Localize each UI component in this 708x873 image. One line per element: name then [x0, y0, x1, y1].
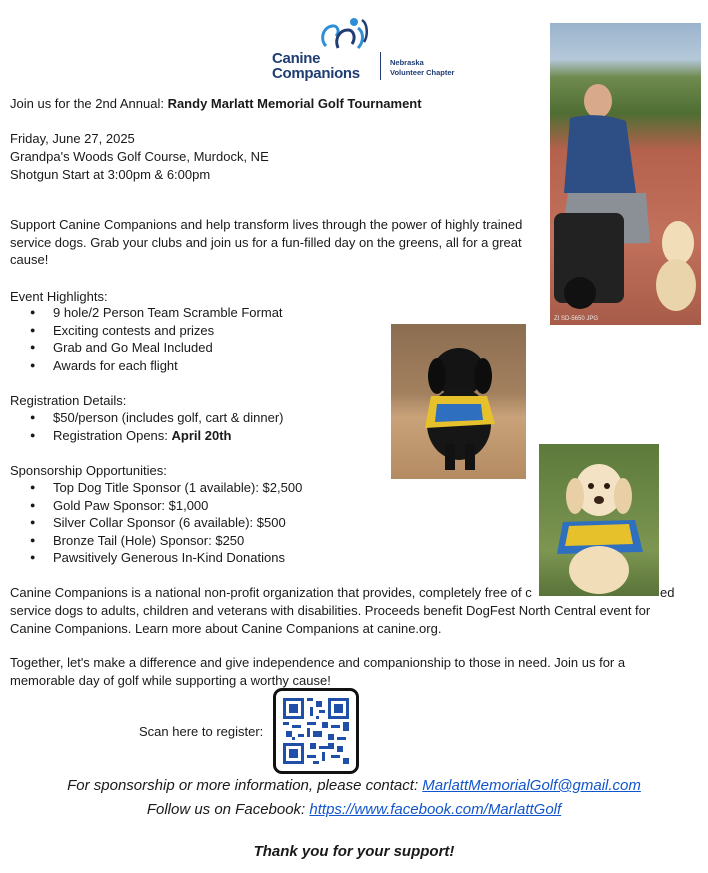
list-item: ● 9 hole/2 Person Team Scramble Format	[0, 304, 283, 322]
list-item: ● Top Dog Title Sponsor (1 available): $2,500	[0, 479, 302, 497]
photo-yellow-lab-puppy	[539, 444, 659, 596]
list-item: ● Gold Paw Sponsor: $1,000	[0, 497, 302, 515]
list-item: ● Silver Collar Sponsor (6 available): $500	[0, 514, 302, 532]
contact-prefix: For sponsorship or more information, please contact:	[67, 777, 423, 794]
register-label: Scan here to register:	[139, 724, 264, 739]
list-item: ● Grab and Go Meal Included	[0, 339, 283, 357]
registration-opens-label: Registration Opens:	[53, 427, 172, 443]
intro-line	[10, 95, 422, 112]
photo-caption: ZI SD-5650 JPG	[554, 316, 599, 322]
facebook-prefix: Follow us on Facebook:	[146, 801, 310, 818]
facebook-follow	[0, 801, 708, 819]
canine-companions-logo	[268, 16, 478, 82]
facebook-link[interactable]: https://www.facebook.com/MarlattGolf	[309, 801, 562, 818]
event-location: Grandpa's Woods Golf Course, Murdock, NE	[10, 149, 269, 164]
qr-code-icon	[283, 698, 349, 764]
photo-black-lab-puppy	[391, 324, 526, 479]
dog-person-logo-icon	[318, 16, 370, 52]
logo-chapter-name: Nebraska Volunteer Chapter	[390, 58, 455, 77]
sponsorship-heading: Sponsorship Opportunities:	[10, 463, 167, 478]
registration-qr-code[interactable]	[273, 688, 359, 774]
about-line-1-tail: ed	[660, 585, 675, 600]
event-start-time: Shotgun Start at 3:00pm & 6:00pm	[10, 167, 211, 182]
sponsorship-list	[0, 479, 302, 567]
highlights-heading: Event Highlights:	[10, 289, 108, 304]
intro-prefix: Join us for the 2nd Annual:	[10, 96, 168, 111]
about-line-1: Canine Companions is a national non-profit organization that provides, completely free of c	[10, 585, 532, 600]
sponsorship-contact	[0, 777, 708, 795]
logo-divider	[380, 52, 381, 80]
thank-you-message: Thank you for your support!	[253, 843, 455, 860]
about-line-2: service dogs to adults, children and veterans with disabilities. Proceeds benefit DogFest North Central event for	[10, 603, 651, 618]
logo-brand-name: Canine Companions	[272, 50, 360, 82]
event-name: Randy Marlatt Memorial Golf Tournament	[167, 96, 422, 111]
contact-email-link[interactable]: MarlattMemorialGolf@gmail.com	[422, 777, 641, 794]
about-line-3: Canine Companions. Learn more about Canine Companions at canine.org.	[10, 621, 442, 636]
closing-paragraph: Together, let's make a difference and give independence and companionship to those in need. Join us for a memorable day of golf while supporting a worthy cause!	[10, 655, 626, 688]
list-item: ● Bronze Tail (Hole) Sponsor: $250	[0, 532, 302, 550]
list-item: ● Pawsitively Generous In-Kind Donations	[0, 549, 302, 567]
registration-opens-date: April 20th	[171, 427, 232, 443]
photo-man-wheelchair-with-service-dog	[550, 23, 701, 325]
list-item: ● Awards for each flight	[0, 357, 283, 375]
registration-list	[0, 409, 284, 444]
event-date: Friday, June 27, 2025	[10, 131, 135, 146]
list-item	[0, 427, 284, 445]
highlights-list	[0, 304, 283, 374]
registration-heading: Registration Details:	[10, 393, 127, 408]
list-item: ● Exciting contests and prizes	[0, 322, 283, 340]
support-paragraph: Support Canine Companions and help transform lives through the power of highly trained service dogs. Grab your clubs and join us for a fun-filled day on the greens, all for a great cause!	[10, 217, 523, 267]
list-item: ● $50/person (includes golf, cart & dinner)	[0, 409, 284, 427]
